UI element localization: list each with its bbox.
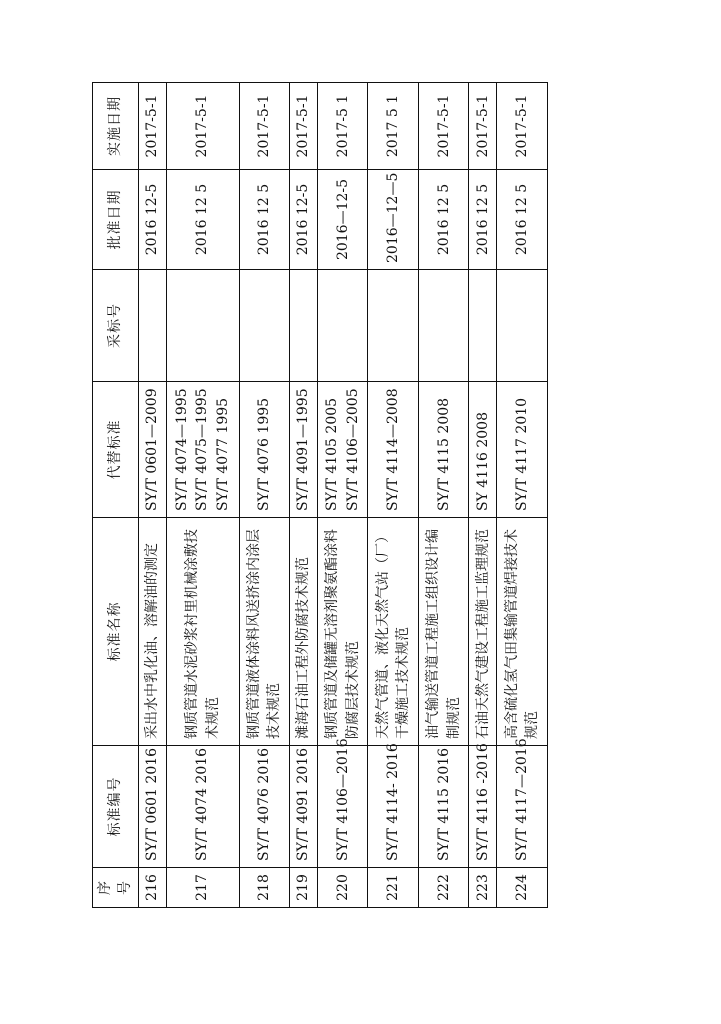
cell-seq: 222 — [418, 868, 468, 908]
rotated-table-wrapper — [92, 83, 548, 908]
cell-code: SY/T 4076 2016 — [239, 746, 289, 868]
replaced-line: SY/T 0601—2009 — [143, 388, 160, 511]
cell-code: SY/T 4114- 2016 — [368, 746, 418, 868]
cell-adopted — [497, 270, 548, 382]
cell-name: 高含硫化氢气田集输管道焊接技术规范 — [497, 518, 548, 746]
cell-replaced — [239, 382, 289, 518]
cell-replaced — [469, 382, 497, 518]
cell-effective: 2017-5-1 — [239, 83, 289, 170]
cell-approval: 2016 12 5 — [418, 170, 468, 270]
table-header-row — [93, 83, 139, 908]
cell-code: SY/T 4074 2016 — [166, 746, 239, 868]
cell-approval: 2016—12-5 — [318, 170, 368, 270]
cell-effective: 2017-5-1 — [497, 83, 548, 170]
table-row — [166, 83, 239, 908]
cell-name: 油气输送管道工程施工组织设计编制规范 — [418, 518, 468, 746]
header-approval: 批准日期 — [93, 170, 139, 270]
replaced-line: SY/T 4115 2008 — [435, 397, 452, 511]
cell-adopted — [138, 270, 166, 382]
replaced-line: SY/T 4117 2010 — [514, 397, 531, 511]
cell-effective: 2017-5-1 — [166, 83, 239, 170]
header-replaced: 代替标准 — [93, 382, 139, 518]
cell-approval: 2016 12 5 — [166, 170, 239, 270]
cell-adopted — [318, 270, 368, 382]
standards-table — [92, 82, 548, 908]
cell-adopted — [368, 270, 418, 382]
cell-approval: 2016 12-5 — [138, 170, 166, 270]
cell-effective: 2017 5 1 — [368, 83, 418, 170]
cell-adopted — [239, 270, 289, 382]
table-row — [497, 83, 548, 908]
cell-adopted — [418, 270, 468, 382]
cell-replaced — [368, 382, 418, 518]
header-code: 标准编号 — [93, 746, 139, 868]
cell-effective: 2017-5 1 — [318, 83, 368, 170]
cell-replaced — [138, 382, 166, 518]
cell-effective: 2017-5-1 — [290, 83, 318, 170]
cell-seq: 217 — [166, 868, 239, 908]
cell-adopted — [166, 270, 239, 382]
header-name: 标准名称 — [93, 518, 139, 746]
cell-adopted — [469, 270, 497, 382]
cell-seq: 218 — [239, 868, 289, 908]
table-row — [368, 83, 418, 908]
replaced-line: SY/T 4074—1995 — [174, 388, 191, 511]
cell-replaced — [290, 382, 318, 518]
replaced-line: SY/T 4114—2008 — [385, 388, 402, 511]
cell-replaced — [497, 382, 548, 518]
cell-code: SY/T 4116 -2016 — [469, 746, 497, 868]
header-seq: 序号 — [93, 868, 139, 908]
cell-approval: 2016—12—5 — [368, 170, 418, 270]
table-row — [469, 83, 497, 908]
cell-seq: 220 — [318, 868, 368, 908]
cell-approval: 2016 12 5 — [239, 170, 289, 270]
table-row — [418, 83, 468, 908]
cell-seq: 223 — [469, 868, 497, 908]
cell-code: SY/T 4117—2016 — [497, 746, 548, 868]
cell-name: 采出水中乳化油、溶解油的测定 — [138, 518, 166, 746]
cell-name: 石油天然气建设工程施工监理规范 — [469, 518, 497, 746]
cell-adopted — [290, 270, 318, 382]
cell-seq: 219 — [290, 868, 318, 908]
cell-seq: 216 — [138, 868, 166, 908]
table-row — [290, 83, 318, 908]
cell-name: 天然气管道、液化天然气站（厂）干燥施工技术规范 — [368, 518, 418, 746]
replaced-line: SY/T 4077 1995 — [214, 397, 231, 511]
cell-effective: 2017-5-1 — [469, 83, 497, 170]
cell-seq: 221 — [368, 868, 418, 908]
replaced-line: SY/T 4076 1995 — [256, 397, 273, 511]
table-row — [318, 83, 368, 908]
cell-effective: 2017-5-1 — [138, 83, 166, 170]
cell-name: 钢质管道水泥砂浆衬里机械涂敷技术规范 — [166, 518, 239, 746]
cell-approval: 2016 12 5 — [497, 170, 548, 270]
header-adopted: 采标号 — [93, 270, 139, 382]
cell-approval: 2016 12-5 — [290, 170, 318, 270]
replaced-line: SY/T 4091—1995 — [295, 388, 312, 511]
table-row — [239, 83, 289, 908]
header-effective: 实施日期 — [93, 83, 139, 170]
cell-name: 钢质管道及储罐无溶剂聚氨酯涂料防腐层技术规范 — [318, 518, 368, 746]
cell-replaced — [318, 382, 368, 518]
cell-code: SY/T 0601 2016 — [138, 746, 166, 868]
cell-name: 滩海石油工程外防腐技术规范 — [290, 518, 318, 746]
cell-code: SY/T 4115 2016 — [418, 746, 468, 868]
standards-table-rotated — [92, 83, 548, 908]
cell-effective: 2017-5-1 — [418, 83, 468, 170]
replaced-line: SY/T 4075—1995 — [194, 388, 211, 511]
replaced-line: SY/T 4106—2005 — [344, 388, 361, 511]
cell-code: SY/T 4091 2016 — [290, 746, 318, 868]
cell-replaced — [166, 382, 239, 518]
table-body — [138, 83, 547, 908]
cell-replaced — [418, 382, 468, 518]
table-row — [138, 83, 166, 908]
cell-approval: 2016 12 5 — [469, 170, 497, 270]
replaced-line: SY 4116 2008 — [474, 412, 491, 511]
cell-seq: 224 — [497, 868, 548, 908]
cell-code: SY/T 4106—2016 — [318, 746, 368, 868]
cell-name: 钢质管道液体涂料风送挤涂内涂层技术规范 — [239, 518, 289, 746]
replaced-line: SY/T 4105 2005 — [324, 397, 341, 511]
